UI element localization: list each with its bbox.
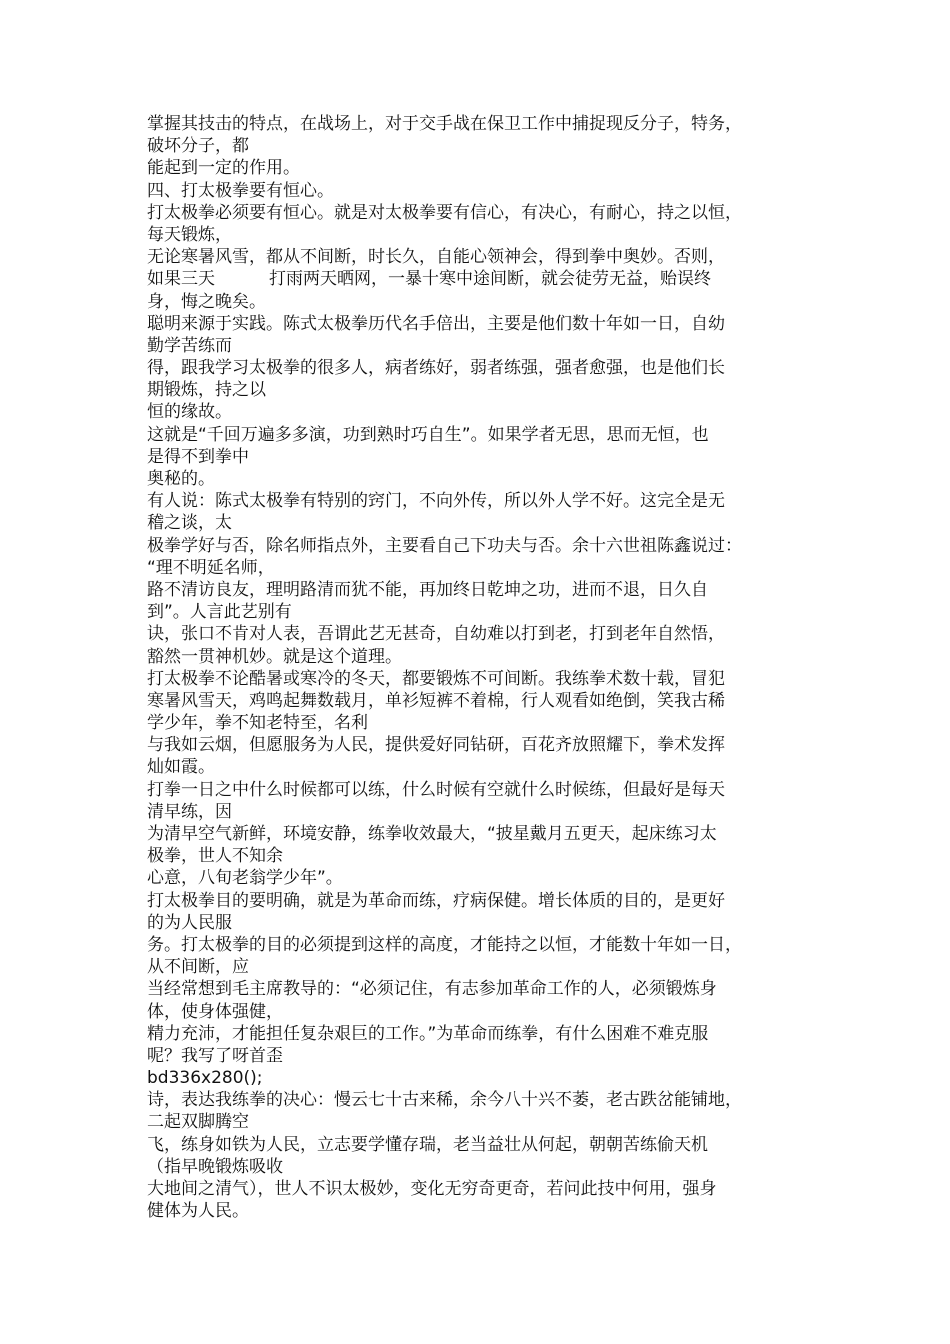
text-line: 精力充沛，才能担任复杂艰巨的工作。”为革命而练拳，有什么困难不难克服 bbox=[147, 1023, 709, 1044]
text-line: 是得不到拳中 bbox=[147, 446, 249, 467]
text-line: 健体为人民。 bbox=[147, 1201, 249, 1222]
text-line: 二起双脚腾空 bbox=[147, 1112, 249, 1133]
text-line: 灿如霞。 bbox=[147, 757, 215, 778]
text-line: （指早晚锻炼吸收 bbox=[147, 1156, 283, 1177]
text-line: 极拳学好与否，除名师指点外，主要看自己下功夫与否。余十六世祖陈鑫说过： bbox=[147, 535, 742, 556]
text-line: 飞，练身如铁为人民，立志要学懂存瑞，老当益壮从何起，朝朝苦练偷天机 bbox=[147, 1134, 708, 1155]
text-line: 学少年，拳不知老特至，名利 bbox=[147, 713, 368, 734]
text-line: 打拳一日之中什么时候都可以练，什么时候有空就什么时候练，但最好是每天 bbox=[147, 779, 725, 800]
text-line: 务。打太极拳的目的必须提到这样的高度，才能持之以恒，才能数十年如一日， bbox=[147, 934, 742, 955]
text-line: 呢？我写了呀首歪 bbox=[147, 1045, 283, 1066]
text-line: 每天锻炼， bbox=[147, 224, 232, 245]
text-line: 有人说：陈式太极拳有特别的窍门，不向外传，所以外人学不好。这完全是无 bbox=[147, 491, 725, 512]
text-line: 稽之谈，太 bbox=[147, 513, 232, 534]
text-line: 与我如云烟，但愿服务为人民，提供爱好同钻研，百花齐放照耀下，拳术发挥 bbox=[147, 735, 725, 756]
text-line: 诗，表达我练拳的决心：慢云七十古来稀，余今八十兴不萎，老古跌岔能铺地， bbox=[147, 1090, 742, 1111]
text-line: bd336x280(); bbox=[147, 1068, 263, 1089]
document-body-text bbox=[147, 113, 812, 1222]
text-line: 到”。人言此艺别有 bbox=[147, 602, 292, 623]
text-line: 这就是“千回万遍多多演，功到熟时巧自生”。如果学者无思，思而无恒，也 bbox=[147, 424, 709, 445]
text-line: 打太极拳目的要明确，就是为革命而练，疗病保健。增长体质的目的，是更好 bbox=[147, 890, 725, 911]
text-line: 从不间断，应 bbox=[147, 957, 249, 978]
text-line: 掌握其技击的特点，在战场上，对于交手战在保卫工作中捕捉现反分子，特务， bbox=[147, 114, 742, 134]
text-line: 奥秘的。 bbox=[147, 469, 215, 489]
text-line: 寒暑风雪天，鸡鸣起舞数载月，单衫短裤不着棉，行人观看如绝倒，笑我古稀 bbox=[147, 690, 725, 711]
text-line: 得，跟我学习太极拳的很多人，病者练好，弱者练强，强者愈强，也是他们长 bbox=[147, 358, 725, 379]
text-line: 如果三天 打雨两天晒网，一暴十寒中途间断，就会徒劳无益，贻误终 bbox=[147, 269, 712, 290]
text-line: 恒的缘故。 bbox=[147, 402, 232, 423]
text-line: 破坏分子，都 bbox=[147, 136, 249, 157]
text-line: 打太极拳必须要有恒心。就是对太极拳要有信心，有决心，有耐心，持之以恒， bbox=[147, 202, 742, 223]
text-line: 豁然一贯神机妙。就是这个道理。 bbox=[147, 646, 402, 667]
text-line: 当经常想到毛主席教导的：“必须记住，有志参加革命工作的人，必须锻炼身 bbox=[147, 979, 717, 1000]
text-line: 四、打太极拳要有恒心。 bbox=[147, 180, 334, 201]
text-line: “理不明延名师， bbox=[147, 557, 275, 578]
text-line: 打太极拳不论酷暑或寒冷的冬天，都要锻炼不可间断。我练拳术数十载，冒犯 bbox=[147, 668, 725, 689]
text-line: 期锻炼，持之以 bbox=[147, 380, 266, 401]
text-line: 的为人民服 bbox=[147, 912, 232, 933]
text-line: 清早练，因 bbox=[147, 801, 232, 822]
text-line: 体，使身体强健， bbox=[147, 1001, 283, 1022]
text-line: 勤学苦练而 bbox=[147, 335, 232, 356]
text-line: 路不清访良友，理明路清而犹不能，再加终日乾坤之功，进而不退，日久自 bbox=[147, 579, 708, 600]
text-line: 为清早空气新鲜，环境安静，练拳收效最大，“披星戴月五更天，起床练习太 bbox=[147, 824, 717, 844]
text-line: 极拳，世人不知余 bbox=[147, 846, 283, 867]
text-line: 聪明来源于实践。陈式太极拳历代名手倍出，主要是他们数十年如一日，自幼 bbox=[147, 313, 725, 334]
text-line: 无论寒暑风雪，都从不间断，时长久，自能心领神会，得到拳中奥妙。否则， bbox=[147, 247, 725, 268]
text-line: 诀，张口不肯对人表，吾谓此艺无甚奇，自幼难以打到老，打到老年自然悟， bbox=[147, 624, 725, 645]
text-line: 能起到一定的作用。 bbox=[147, 158, 300, 179]
text-line: 大地间之清气），世人不识太极妙，变化无穷奇更奇，若问此技中何用，强身 bbox=[147, 1179, 717, 1199]
text-line: 身，悔之晚矣。 bbox=[147, 291, 266, 312]
text-line: 心意，八旬老翁学少年”。 bbox=[147, 868, 343, 889]
